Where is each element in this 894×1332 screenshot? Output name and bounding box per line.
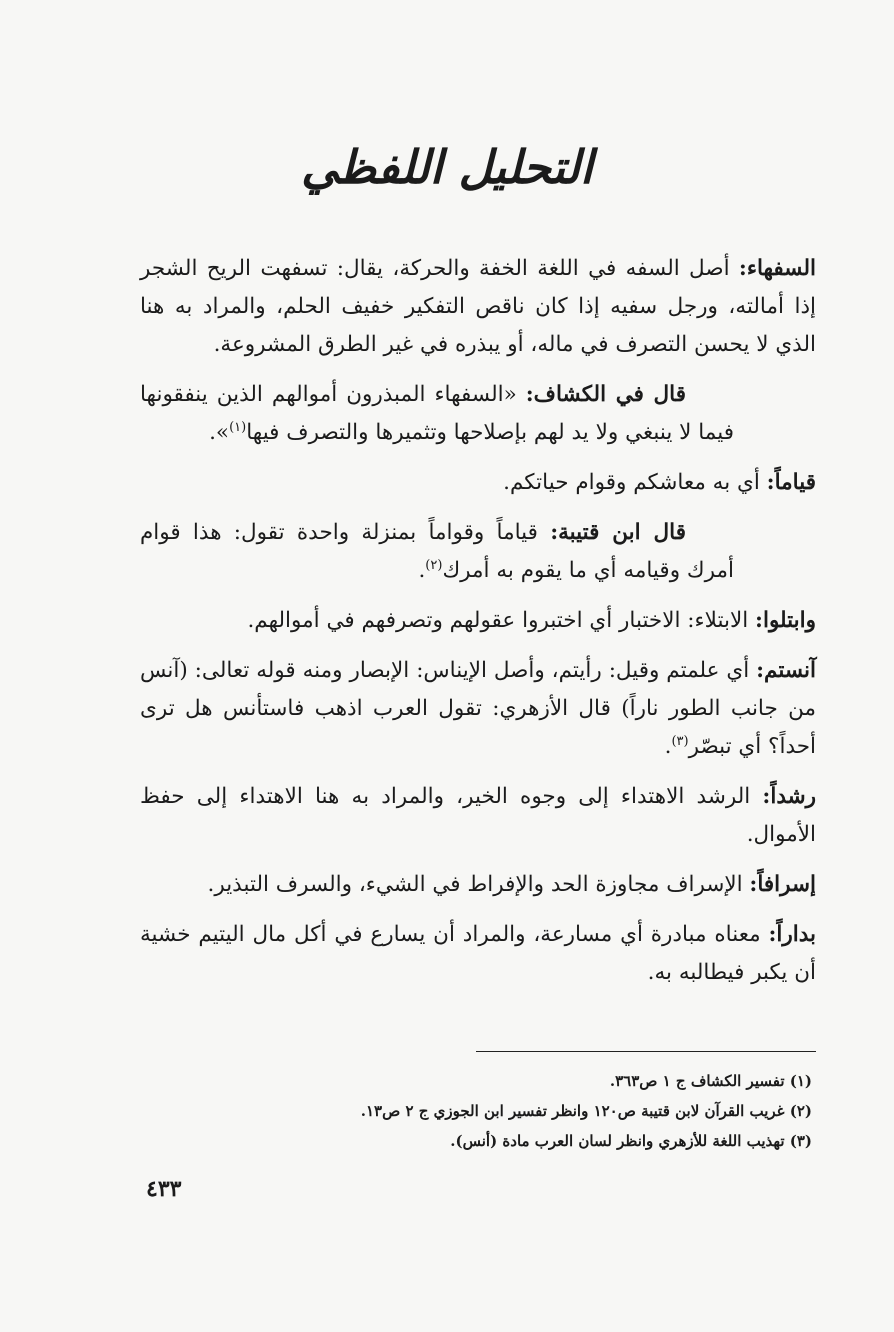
quote-text: «السفهاء المبذرون أموالهم الذين ينفقونها فيما لا ينبغي ولا يد لهم بإصلاحها وتثميرها والتصرف فيها bbox=[140, 382, 734, 445]
entry-bidaran bbox=[140, 916, 816, 992]
entry-qiyaman bbox=[140, 464, 816, 502]
quote-text: قياماً وقواماً بمنزلة واحدة تقول: هذا قوام أمرك وقيامه أي ما يقوم به أمرك bbox=[140, 520, 734, 583]
footnote-divider bbox=[476, 1051, 816, 1052]
footnote-3: (٣) تهذيب اللغة للأزهري وانظر لسان العرب مادة (أنس). bbox=[450, 1132, 812, 1150]
quote-kashshaf bbox=[140, 376, 816, 452]
entry-definition: أصل السفه في اللغة الخفة والحركة، يقال: تسفهت الريح الشجر إذا أمالته، ورجل سفيه إذا كان ناقص التفكير خفيف الحلم، والمراد به هنا الذي لا يحسن التصرف في ماله، أو يبذره في غير الطرق المشروعة. bbox=[140, 256, 816, 357]
entry-term: وابتلوا: bbox=[755, 608, 816, 633]
entry-rushdan bbox=[140, 778, 816, 854]
entry-definition: معناه مبادرة أي مسارعة، والمراد أن يسارع في أكل مال اليتيم خشية أن يكبر فيطالبه به. bbox=[140, 922, 816, 985]
footnote-2: (٢) غريب القرآن لابن قتيبة ص١٢٠ وانظر تفسير ابن الجوزي ج ٢ ص١٣. bbox=[360, 1102, 812, 1120]
quote-source: قال ابن قتيبة: bbox=[550, 520, 686, 545]
entry-end: . bbox=[664, 734, 672, 759]
footnote-ref[interactable]: (٢) bbox=[425, 557, 443, 573]
footnote-1: (١) تفسير الكشاف ج ١ ص٣٦٣. bbox=[609, 1072, 812, 1090]
page-number: ٤٣٣ bbox=[146, 1176, 182, 1202]
entry-term: آنستم: bbox=[756, 658, 816, 683]
section-title: التحليل اللفظي bbox=[301, 140, 593, 194]
entry-definition: أي به معاشكم وقوام حياتكم. bbox=[503, 470, 767, 495]
body-text bbox=[140, 250, 816, 1004]
quote-end: . bbox=[418, 558, 426, 583]
footnote-ref[interactable]: (١) bbox=[229, 419, 247, 435]
entry-term: رشداً: bbox=[762, 784, 816, 809]
quote-ibn-qutayba bbox=[140, 514, 816, 590]
entry-term: بداراً: bbox=[768, 922, 816, 947]
entry-definition: الرشد الاهتداء إلى وجوه الخير، والمراد به هنا الاهتداء إلى حفظ الأموال. bbox=[140, 784, 816, 847]
entry-ibtalu bbox=[140, 602, 816, 640]
entry-definition: الابتلاء: الاختبار أي اختبروا عقولهم وتصرفهم في أموالهم. bbox=[247, 608, 756, 633]
entry-sufaha bbox=[140, 250, 816, 364]
entry-definition: أي علمتم وقيل: رأيتم، وأصل الإيناس: الإبصار ومنه قوله تعالى: (آنس من جانب الطور ناراً) قال الأزهري: تقول العرب اذهب فاستأنس هل ترى أحداً؟ أي تبصّر bbox=[140, 658, 816, 759]
entry-term: السفهاء: bbox=[738, 256, 816, 281]
entry-definition: الإسراف مجاوزة الحد والإفراط في الشيء، والسرف التبذير. bbox=[207, 872, 750, 897]
quote-source: قال في الكشاف: bbox=[525, 382, 686, 407]
quote-end: ». bbox=[209, 420, 230, 445]
footnote-ref[interactable]: (٣) bbox=[671, 733, 689, 749]
entry-term: قياماً: bbox=[766, 470, 816, 495]
entry-israfan bbox=[140, 866, 816, 904]
entry-anastum bbox=[140, 652, 816, 766]
entry-term: إسرافاً: bbox=[749, 872, 816, 897]
footnotes bbox=[172, 1066, 812, 1156]
